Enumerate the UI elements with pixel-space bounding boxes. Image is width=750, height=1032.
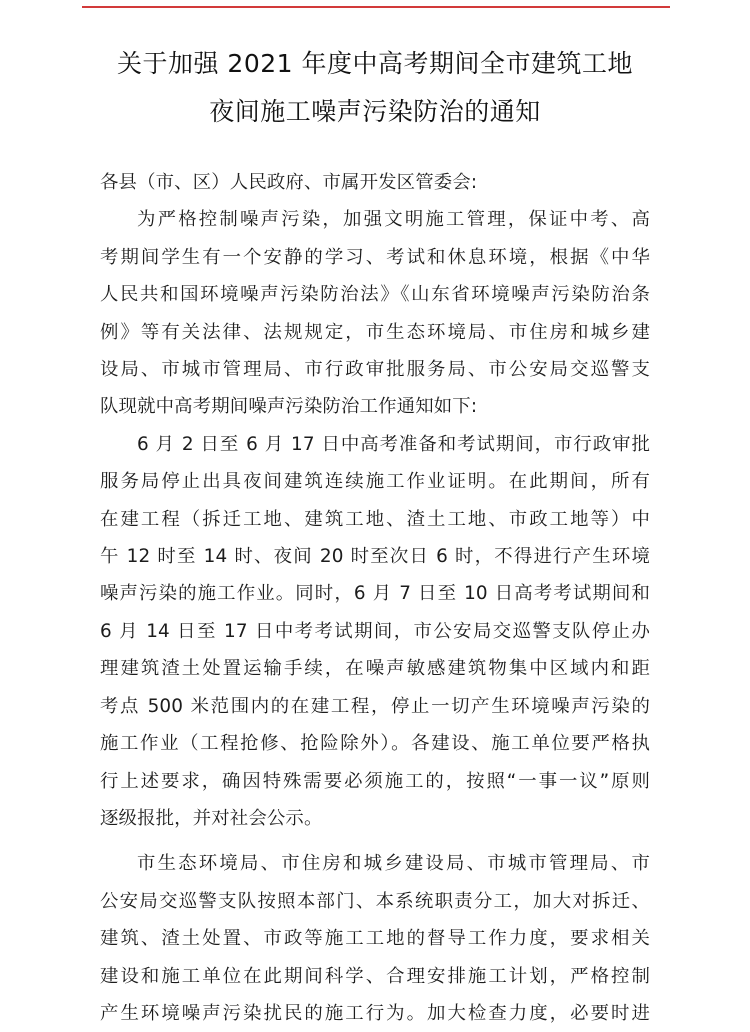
document-body [100,164,650,1032]
paragraph-line: 建筑、渣土处置、市政等施工工地的督导工作力度，要求相关 [100,928,650,950]
paragraph-line: 考点 500 米范围内的在建工程，停止一切产生环境噪声污染的 [100,695,650,717]
paragraph-line: 设局、市城市管理局、市行政审批服务局、市公安局交巡警支 [100,359,650,381]
paragraph-line: 在建工程（拆迁工地、建筑工地、渣土工地、市政工地等）中 [100,508,650,530]
paragraph-line: 施工作业（工程抢修、抢险除外）。各建设、施工单位要严格执 [100,733,650,755]
title-line-2: 夜间施工噪声污染防治的通知 [209,97,541,126]
paragraph-line: 为严格控制噪声污染，加强文明施工管理，保证中考、高 [137,209,650,231]
paragraph-1 [100,201,650,425]
paragraph-line: 人民共和国环境噪声污染防治法》《山东省环境噪声污染防治条 [100,284,650,306]
paragraph-line: 噪声污染的施工作业。同时，6 月 7 日至 10 日高考考试期间和 [100,583,650,605]
paragraph-line: 逐级报批，并对社会公示。 [100,807,323,829]
greeting-line: 各县（市、区）人民政府、市属开发区管委会: [100,172,478,193]
document-title [0,40,750,136]
paragraph-line: 午 12 时至 14 时、夜间 20 时至次日 6 时，不得进行产生环境 [100,546,650,568]
paragraph-line: 6 月 14 日至 17 日中考考试期间，市公安局交巡警支队停止办 [100,620,650,642]
paragraph-2 [100,426,650,837]
paragraph-line: 6 月 2 日至 6 月 17 日中高考准备和考试期间，市行政审批 [137,433,650,455]
paragraph-line: 建设和施工单位在此期间科学、合理安排施工计划，严格控制 [100,965,650,987]
paragraph-line: 考期间学生有一个安静的学习、考试和休息环境，根据《中华 [100,246,650,268]
paragraph-line: 服务局停止出具夜间建筑连续施工作业证明。在此期间，所有 [100,471,650,493]
paragraph-line: 例》等有关法律、法规规定，市生态环境局、市住房和城乡建 [100,321,650,343]
paragraph-line: 队现就中高考期间噪声污染防治工作通知如下: [100,396,478,418]
paragraph-line: 市生态环境局、市住房和城乡建设局、市城市管理局、市 [137,853,650,875]
top-red-rule [82,6,670,8]
paragraph-line: 产生环境噪声污染扰民的施工行为。加大检查力度，必要时进 [100,1002,650,1024]
title-line-1: 关于加强 2021 年度中高考期间全市建筑工地 [116,49,634,78]
paragraph-line: 行上述要求，确因特殊需要必须施工的，按照“一事一议”原则 [100,770,650,792]
paragraph-line: 公安局交巡警支队按照本部门、本系统职责分工，加大对拆迁、 [100,890,650,912]
paragraph-3 [100,845,650,1032]
paragraph-line: 理建筑渣土处置运输手续，在噪声敏感建筑物集中区域内和距 [100,658,650,680]
